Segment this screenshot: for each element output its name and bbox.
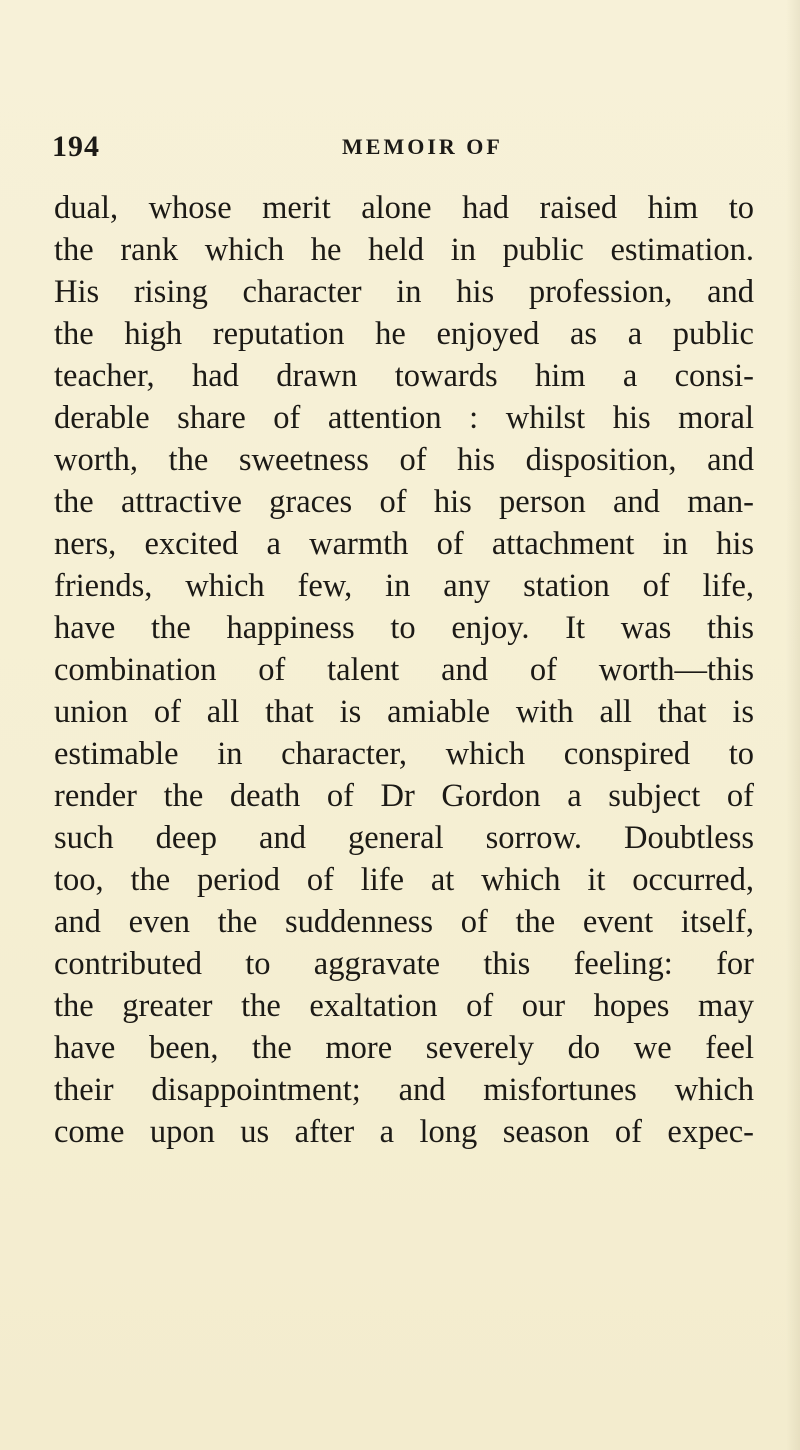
text-line: derable share of attention : whilst his moral: [54, 400, 754, 436]
running-head: MEMOIR OF: [342, 134, 503, 159]
text-line: estimable in character, which conspired to: [54, 736, 754, 772]
text-line: the attractive graces of his person and man-: [54, 484, 754, 520]
page-edge-shadow: [786, 0, 800, 1450]
text-line: render the death of Dr Gordon a subject of: [54, 778, 754, 814]
text-line: their disappointment; and misfortunes which: [54, 1072, 754, 1108]
text-line: have the happiness to enjoy. It was this: [54, 610, 754, 646]
text-line: dual, whose merit alone had raised him to: [54, 190, 754, 226]
text-line: friends, which few, in any station of life,: [54, 568, 754, 604]
text-line: too, the period of life at which it occurred,: [54, 862, 754, 898]
text-line: such deep and general sorrow. Doubtless: [54, 820, 754, 856]
text-line: the greater the exaltation of our hopes may: [54, 988, 754, 1024]
text-line: worth, the sweetness of his disposition, and: [54, 442, 754, 478]
text-line: ners, excited a warmth of attachment in his: [54, 526, 754, 562]
text-line: come upon us after a long season of expec-: [54, 1114, 754, 1150]
text-line: the rank which he held in public estimation.: [54, 232, 754, 268]
text-line: combination of talent and of worth—this: [54, 652, 754, 688]
body-text: [54, 187, 754, 1153]
text-line: contributed to aggravate this feeling: for: [54, 946, 754, 982]
text-line: His rising character in his profession, and: [54, 274, 754, 310]
page-header: [0, 130, 800, 170]
text-line: the high reputation he enjoyed as a public: [54, 316, 754, 352]
text-line: and even the suddenness of the event itself,: [54, 904, 754, 940]
text-line: union of all that is amiable with all that is: [54, 694, 754, 730]
page-number: 194: [52, 130, 100, 163]
text-line: have been, the more severely do we feel: [54, 1030, 754, 1066]
text-line: teacher, had drawn towards him a consi-: [54, 358, 754, 394]
